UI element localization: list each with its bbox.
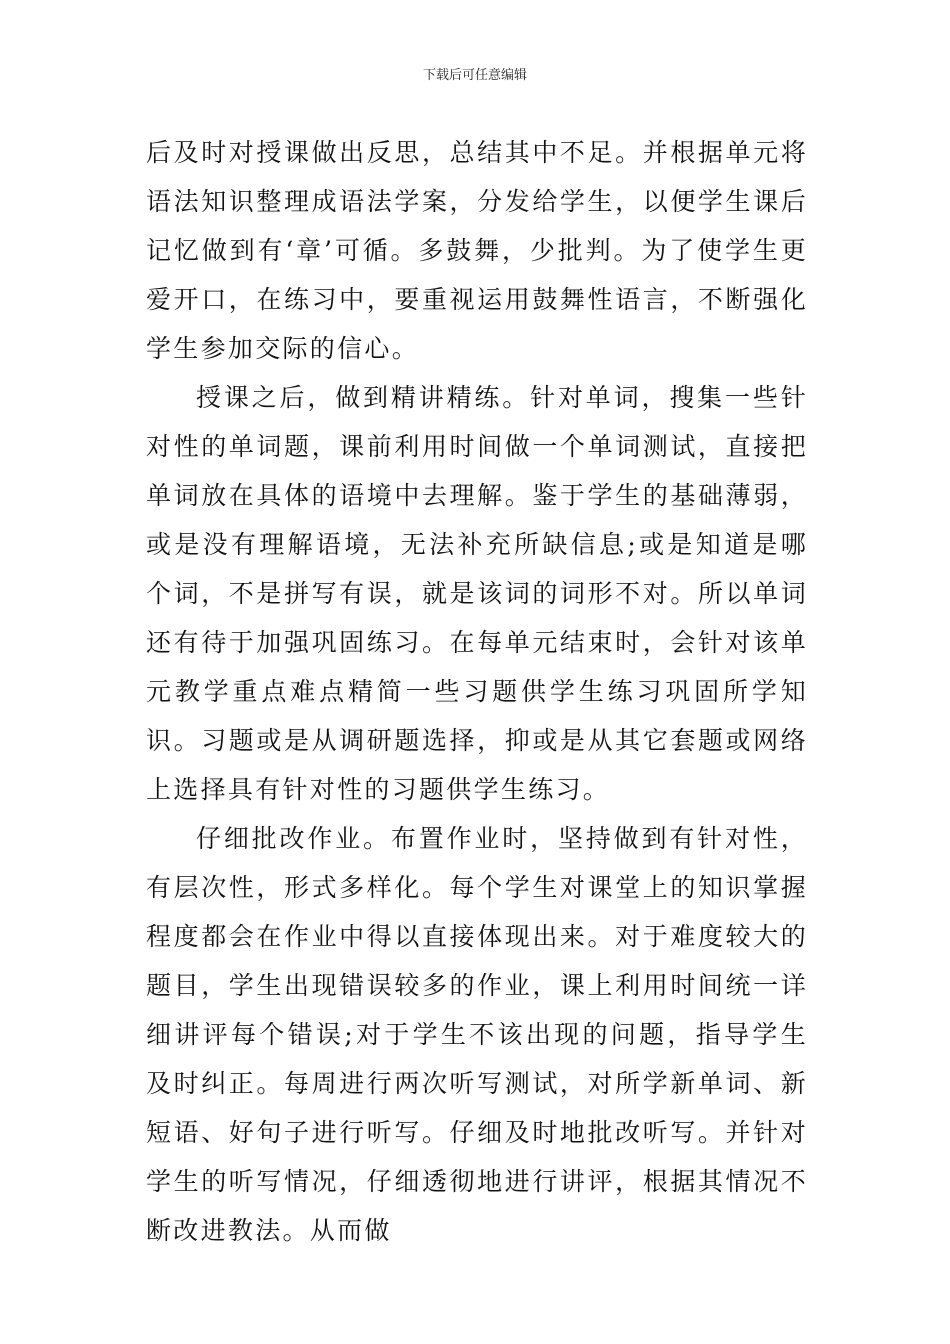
paragraph-2: 授课之后，做到精讲精练。针对单词，搜集一些针对性的单词题，课前利用时间做一个单词测试，直接把单词放在具体的语境中去理解。鉴于学生的基础薄弱，或是没有理解语境，无法补充所缺信息;或是知道是哪个词，不是拼写有误，就是该词的词形不对。所以单词还有待于加强巩固练习。在每单元结束时，会针对该单元教学重点难点精简一些习题供学生练习巩固所学知识。习题或是从调研题选择，抑或是从其它套题或网络上选择具有针对性的习题供学生练习。: [146, 383, 808, 804]
page-header: 下载后可任意编辑: [422, 68, 527, 83]
paragraph-3: 仔细批改作业。布置作业时，坚持做到有针对性，有层次性，形式多样化。每个学生对课堂上的知识掌握程度都会在作业中得以直接体现出来。对于难度较大的题目，学生出现错误较多的作业，课上利用时间统一详细讲评每个错误;对于学生不该出现的问题，指导学生及时纠正。每周进行两次听写测试，对所学新单词、新短语、好句子进行听写。仔细及时地批改听写。并针对学生的听写情况，仔细透彻地进行讲评，根据其情况不断改进教法。从而做: [146, 824, 808, 1245]
document-body: [146, 128, 808, 1255]
paragraph-1: 后及时对授课做出反思，总结其中不足。并根据单元将语法知识整理成语法学案，分发给学生，以便学生课后记忆做到有‘章’可循。多鼓舞，少批判。为了使学生更爱开口，在练习中，要重视运用鼓舞性语言，不断强化学生参加交际的信心。: [146, 138, 808, 363]
